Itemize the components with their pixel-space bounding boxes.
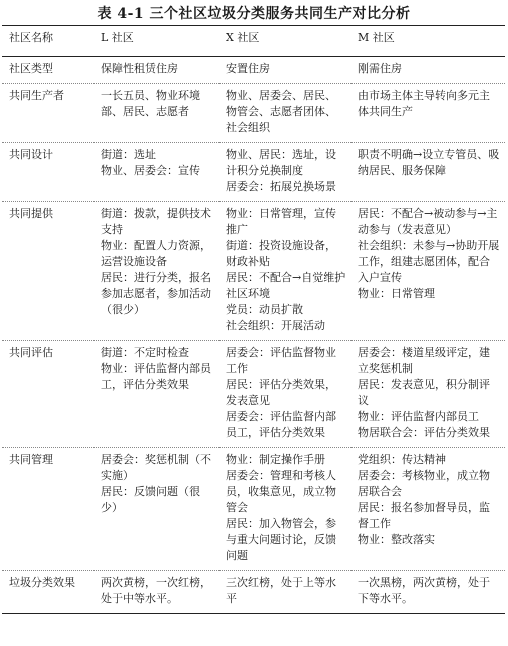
cell-line: 居民：不配合→自觉维护社区环境 [226,271,346,300]
row-label: 共同提供 [2,202,94,341]
comparison-table [2,25,505,614]
cell-line: 居委会：评估监督内部员工，评估分类效果 [226,410,336,439]
header-x-community: X 社区 [219,26,351,57]
cell-line: 街道：投资设施设备，财政补贴 [226,239,336,268]
row-label: 垃圾分类效果 [2,571,94,614]
cell-line: 刚需住房 [358,62,402,75]
cell-line: 居委会：管理和考核人员，收集意见，成立物管会 [226,469,336,514]
table-row [2,571,505,614]
row-label: 共同设计 [2,143,94,202]
cell-line: 保障性租赁住房 [101,62,178,75]
table-cell [351,57,505,84]
table-cell [219,571,351,614]
cell-line: 社会组织：未参与→协助开展工作，组建志愿团体，配合入户宣传 [358,239,500,284]
cell-line: 街道：选址 [101,148,156,161]
table-caption: 表 4-1 三个社区垃圾分类服务共同生产对比分析 [97,6,411,22]
row-label: 共同管理 [2,448,94,571]
cell-line: 职责不明确→设立专管员、吸纳居民、服务保障 [358,148,500,177]
cell-line: 物业、居民：选址，设计积分兑换制度 [226,148,336,177]
table-row [2,84,505,143]
cell-line: 物业：制定操作手册 [226,453,325,466]
cell-line: 居委会：评估监督物业工作 [226,346,336,375]
cell-line: 一次黑榜，两次黄榜，处于下等水平。 [358,576,490,605]
table-cell [351,341,505,448]
cell-line: 由市场主体主导转向多元主体共同生产 [358,89,490,118]
row-label: 共同生产者 [2,84,94,143]
table-row [2,57,505,84]
cell-line: 物业：日常管理，宣传推广 [226,207,336,236]
cell-line: 居民：不配合→被动参与→主动参与（发表意见） [358,207,498,236]
cell-line: 物业、居委会、居民、物管会、志愿者团体、社会组织 [226,89,336,134]
table-cell [94,84,219,143]
table-cell [94,341,219,448]
table-cell [351,84,505,143]
table-body [2,57,505,614]
cell-line: 居民：发表意见，积分制评议 [358,378,490,407]
table-row [2,341,505,448]
cell-line: 物业、居委会：宣传 [101,164,200,177]
cell-line: 三次红榜，处于上等水平 [226,576,336,605]
cell-line: 居民：加入物管会，参与重大问题讨论，反馈问题 [226,517,336,562]
row-label: 社区类型 [2,57,94,84]
header-community-name: 社区名称 [2,26,94,57]
table-header-row [2,26,505,57]
cell-line: 安置住房 [226,62,270,75]
table-cell [219,143,351,202]
cell-line: 党员：动员扩散 [226,303,303,316]
cell-line: 街道：拨款，提供技术支持 [101,207,211,236]
table-cell [351,143,505,202]
table-cell [94,57,219,84]
cell-line: 居委会：楼道星级评定，建立奖惩机制 [358,346,490,375]
cell-line: 居民：进行分类，报名参加志愿者，参加活动（很少） [101,271,211,316]
table-cell [219,57,351,84]
table-row [2,143,505,202]
header-m-community: M 社区 [351,26,505,57]
cell-line: 物业：整改落实 [358,533,435,546]
cell-line: 街道：不定时检查 [101,346,189,359]
table-cell [94,448,219,571]
table-cell [219,202,351,341]
cell-line: 物居联合会：评估分类效果 [358,426,490,439]
table-cell [94,571,219,614]
cell-line: 居委会：奖惩机制（不实施） [101,453,211,482]
cell-line: 物业：评估监督内部员工，评估分类效果 [101,362,211,391]
table-row [2,448,505,571]
cell-line: 两次黄榜，一次红榜，处于中等水平。 [101,576,211,605]
table-cell [219,84,351,143]
cell-line: 社会组织：开展活动 [226,319,325,332]
cell-line: 党组织：传达精神 [358,453,446,466]
table-cell [219,341,351,448]
header-l-community: L 社区 [94,26,219,57]
table-row [2,202,505,341]
cell-line: 居民：反馈问题（很少） [101,485,200,514]
cell-line: 居委会：考核物业，成立物居联合会 [358,469,490,498]
table-cell [94,202,219,341]
cell-line: 居民：评估分类效果，发表意见 [226,378,336,407]
cell-line: 物业：评估监督内部员工 [358,410,479,423]
table-cell [351,571,505,614]
table-cell [94,143,219,202]
cell-line: 物业：日常管理 [358,287,435,300]
row-label: 共同评估 [2,341,94,448]
cell-line: 一长五员、物业环境部、居民、志愿者 [101,89,200,118]
cell-line: 居民：报名参加督导员，监督工作 [358,501,490,530]
cell-line: 居委会：拓展兑换场景 [226,180,336,193]
cell-line: 物业：配置人力资源，运营设施设备 [101,239,211,268]
table-cell [219,448,351,571]
table-cell [351,448,505,571]
table-cell [351,202,505,341]
